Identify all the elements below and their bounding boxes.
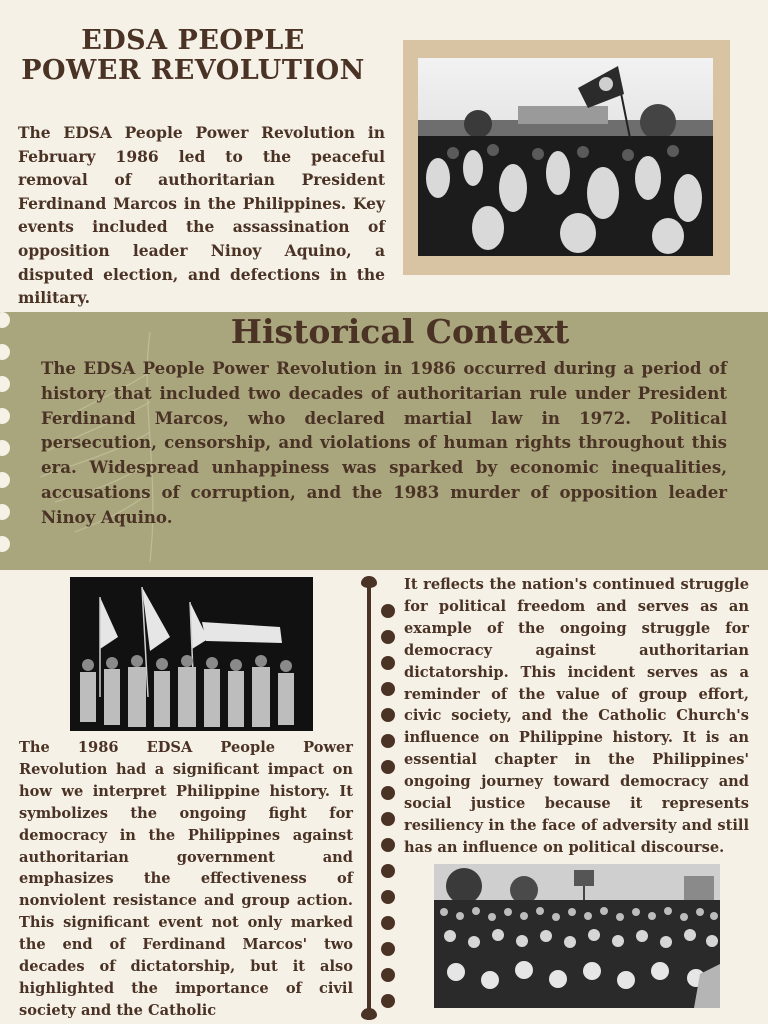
historical-context-title: Historical Context xyxy=(230,312,570,351)
night-march-photo xyxy=(70,577,313,731)
timeline-dot xyxy=(381,812,395,826)
timeline-cap-bottom xyxy=(361,1008,377,1020)
street-crowd-photo xyxy=(434,864,720,1008)
timeline-dot xyxy=(381,890,395,904)
timeline-dot xyxy=(381,864,395,878)
historical-context-paragraph: The EDSA People Power Revolution in 1986 occurred during a period of history that included two decades of authoritarian rule under President Ferdinand Marcos, who declared martial law in 1972. Political persecution, censorship, and violations of human rights throughout this era. Widespread unhappiness was sparked by economic inequalities, accusations of corruption, and the 1983 murder of opposition leader Ninoy Aquino. xyxy=(41,358,727,527)
poster-title xyxy=(18,26,368,86)
timeline-cap-top xyxy=(361,576,377,588)
timeline-dot xyxy=(381,604,395,618)
timeline-dot xyxy=(381,656,395,670)
title-line-1: EDSA PEOPLE xyxy=(81,25,305,56)
timeline-dot xyxy=(381,838,395,852)
timeline-dot xyxy=(381,942,395,956)
timeline-dot xyxy=(381,916,395,930)
rally-crowd-photo xyxy=(418,58,713,256)
timeline-dot xyxy=(381,734,395,748)
timeline-dot xyxy=(381,682,395,696)
timeline-dot xyxy=(381,786,395,800)
timeline-dot xyxy=(381,630,395,644)
timeline-dot xyxy=(381,994,395,1008)
impact-paragraph: The 1986 EDSA People Power Revolution had a significant impact on how we interpret Philippine history. It symbolizes the ongoing fight for democracy in the Philippines against authoritarian government and emphasizes the effectiveness of nonviolent resistance and group action. This significant event not only marked the end of Ferdinand Marcos' two decades of dictatorship, but it also highlighted the importance of civil society and the Catholic xyxy=(19,739,353,1019)
timeline-line xyxy=(367,580,371,1016)
timeline-dot xyxy=(381,708,395,722)
timeline-dot xyxy=(381,968,395,982)
timeline-dot xyxy=(381,760,395,774)
intro-paragraph: The EDSA People Power Revolution in February 1986 led to the peaceful removal of authoritarian President Ferdinand Marcos in the Philippines. Key events included the assassination of opposition leader Ninoy Aquino, a disputed election, and defections in the military. xyxy=(18,123,385,308)
title-line-2: POWER REVOLUTION xyxy=(21,55,365,86)
legacy-paragraph: It reflects the nation's continued struggle for political freedom and serves as an example of the ongoing struggle for democracy against authoritarian dictatorship. This incident serves as a reminder of the value of group effort, civic society, and the Catholic Church's influence on Philippine history. It is an essential chapter in the Philippines' ongoing journey toward democracy and social justice because it represents resiliency in the face of adversity and still has an influence on political discourse. xyxy=(404,576,749,856)
